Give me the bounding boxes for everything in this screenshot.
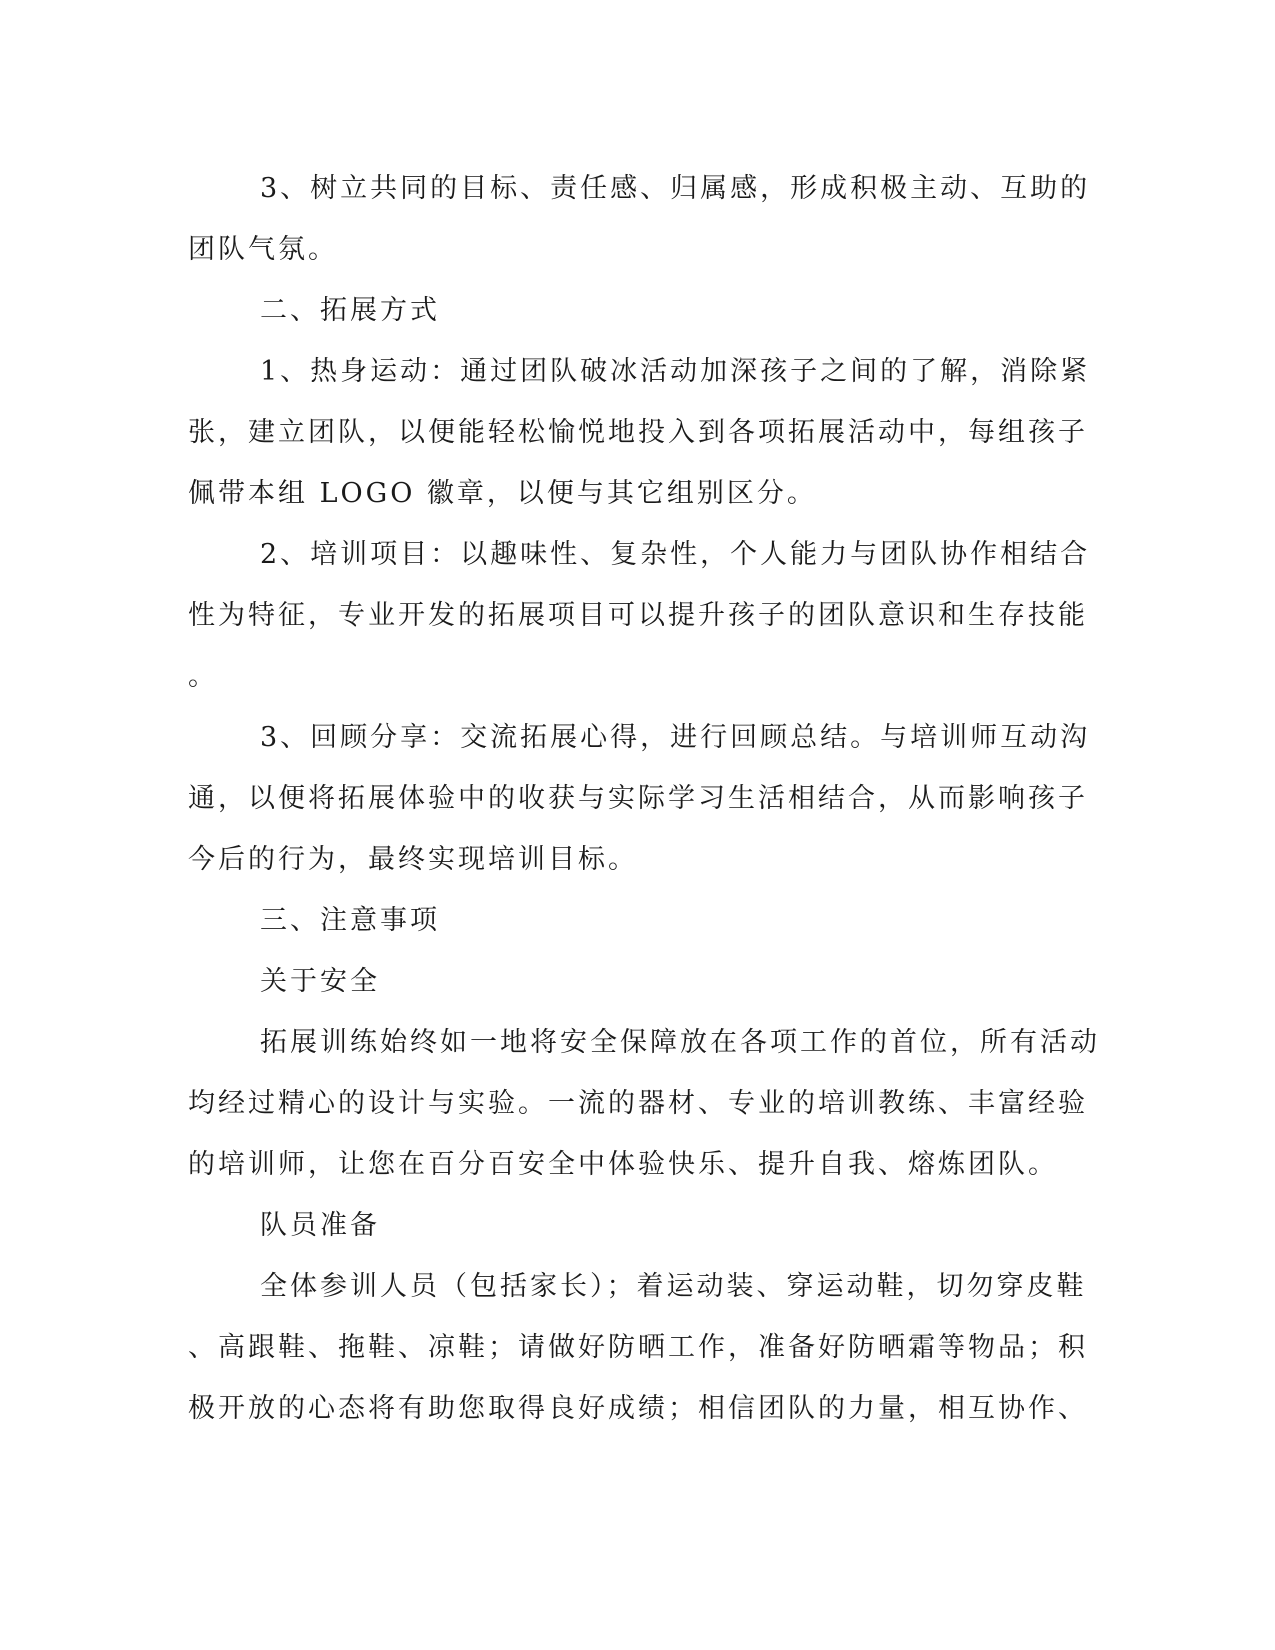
subsection-heading: 关于安全 xyxy=(260,966,380,997)
text-line: 性为特征，专业开发的拓展项目可以提升孩子的团队意识和生存技能 xyxy=(188,600,1088,631)
text-line: 今后的行为，最终实现培训目标。 xyxy=(188,844,638,875)
section-heading: 二、拓展方式 xyxy=(260,295,440,326)
text-line: 、高跟鞋、拖鞋、凉鞋；请做好防晒工作，准备好防晒霜等物品；积 xyxy=(188,1332,1088,1363)
text-line: 3、回顾分享：交流拓展心得，进行回顾总结。与培训师互动沟 xyxy=(260,722,1091,753)
section-heading: 三、注意事项 xyxy=(260,905,440,936)
text-line: 。 xyxy=(188,661,218,692)
text-line: 1、热身运动：通过团队破冰活动加深孩子之间的了解，消除紧 xyxy=(260,356,1091,387)
text-line: 张，建立团队，以便能轻松愉悦地投入到各项拓展活动中，每组孩子 xyxy=(188,417,1088,448)
text-line: 全体参训人员（包括家长）；着运动装、穿运动鞋，切勿穿皮鞋 xyxy=(260,1271,1087,1302)
subsection-heading: 队员准备 xyxy=(260,1210,380,1241)
document-body xyxy=(188,158,1100,1439)
text-line: 3、树立共同的目标、责任感、归属感，形成积极主动、互助的 xyxy=(260,173,1091,204)
text-line: 佩带本组 LOGO 徽章，以便与其它组别区分。 xyxy=(188,478,817,509)
text-line: 均经过精心的设计与实验。一流的器材、专业的培训教练、丰富经验 xyxy=(188,1088,1088,1119)
text-line: 团队气氛。 xyxy=(188,234,338,265)
text-line: 极开放的心态将有助您取得良好成绩；相信团队的力量，相互协作、 xyxy=(188,1393,1088,1424)
text-line: 的培训师，让您在百分百安全中体验快乐、提升自我、熔炼团队。 xyxy=(188,1149,1058,1180)
text-line: 拓展训练始终如一地将安全保障放在各项工作的首位，所有活动 xyxy=(260,1027,1100,1058)
text-line: 2、培训项目：以趣味性、复杂性，个人能力与团队协作相结合 xyxy=(260,539,1091,570)
text-line: 通，以便将拓展体验中的收获与实际学习生活相结合，从而影响孩子 xyxy=(188,783,1088,814)
